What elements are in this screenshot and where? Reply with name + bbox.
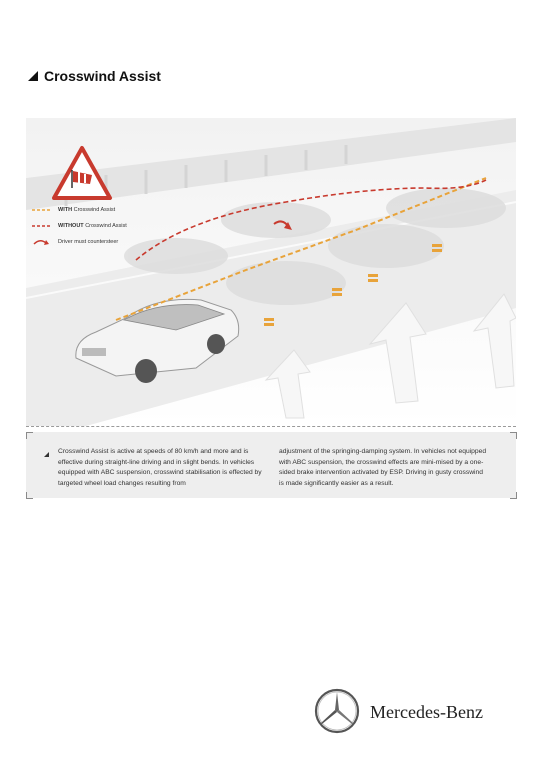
bullet-triangle-icon xyxy=(44,452,49,457)
crosswind-illustration xyxy=(26,118,516,426)
mercedes-star-logo-icon xyxy=(314,688,360,734)
crosswind-scene xyxy=(26,118,516,426)
legend-item-with xyxy=(32,202,127,218)
dashed-line-orange-icon xyxy=(32,208,52,212)
legend-with-label: Crosswind Assist xyxy=(72,207,116,213)
legend-item-countersteer xyxy=(32,234,127,250)
illustration-bottom-divider xyxy=(26,426,516,427)
dashed-line-red-icon xyxy=(32,224,52,228)
legend xyxy=(32,202,127,250)
legend-without-label: Crosswind Assist xyxy=(83,223,127,229)
box-corner-br xyxy=(510,492,517,499)
legend-item-without xyxy=(32,218,127,234)
box-corner-bl xyxy=(26,492,33,499)
page-header xyxy=(28,68,161,84)
legend-countersteer-label: Driver must countersteer xyxy=(58,239,119,245)
title-triangle-icon xyxy=(28,71,38,81)
box-corner-tl xyxy=(26,432,33,439)
curved-arrow-icon xyxy=(32,238,52,246)
brand-name: Mercedes-Benz xyxy=(370,702,483,722)
legend-without-strong: WITHOUT xyxy=(58,223,84,229)
description-column-2: adjustment of the springing-damping system. In vehicles not equipped with ABC suspension, the crosswind effects are mini-mised by a one-sided brake intervention activated by ESP. Driving in gusty crosswind is made significantly easier as a result. xyxy=(279,448,487,487)
page-title: Crosswind Assist xyxy=(44,68,161,84)
description-column-1: Crosswind Assist is active at speeds of 80 km/h and more and is effective during straight-line driving and in slight bends. In vehicles equipped with ABC suspension, crosswind stabilisation is effected by targeted wheel load changes resulting from xyxy=(58,448,262,487)
legend-with-strong: WITH xyxy=(58,207,73,213)
box-corner-tr xyxy=(510,432,517,439)
